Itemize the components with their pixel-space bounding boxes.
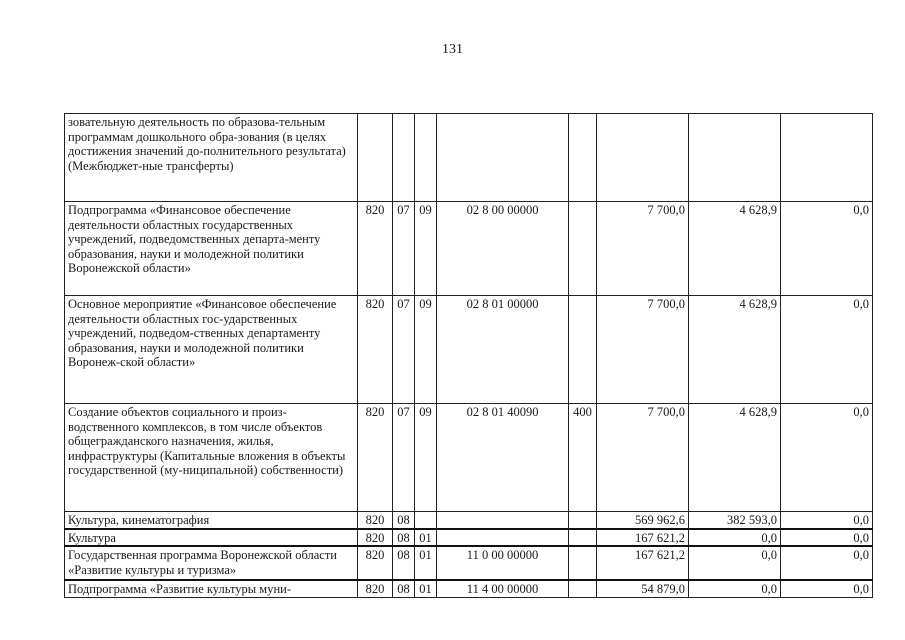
grbs-code-cell: 820: [358, 580, 393, 597]
amount-year1-cell: 569 962,6: [597, 512, 689, 529]
amount-year1-cell: 7 700,0: [597, 202, 689, 296]
grbs-code-cell: 820: [358, 512, 393, 529]
table-row: [65, 529, 873, 547]
target-article-cell: 11 0 00 00000: [437, 546, 569, 580]
expense-type-cell: [569, 512, 597, 529]
row-name-cell: Культура, кинематография: [65, 512, 358, 529]
section-code-cell: 07: [393, 202, 415, 296]
amount-year2-cell: 4 628,9: [689, 404, 781, 512]
subsection-code-cell: [415, 114, 437, 202]
expense-type-cell: [569, 202, 597, 296]
table-row: [65, 404, 873, 512]
amount-year2-cell: 0,0: [689, 580, 781, 597]
expense-type-cell: [569, 546, 597, 580]
section-code-cell: [393, 114, 415, 202]
subsection-code-cell: [415, 512, 437, 529]
section-code-cell: 07: [393, 404, 415, 512]
expense-type-cell: 400: [569, 404, 597, 512]
row-name-cell: Создание объектов социального и произ-водственного комплексов, в том числе объектов общегражданского назначения, жилья, инфраструктуры (Капитальные вложения в объекты государственной (му-ниципальной) собственности): [65, 404, 358, 512]
target-article-cell: [437, 529, 569, 547]
table-body: [65, 114, 873, 598]
amount-year1-cell: 167 621,2: [597, 529, 689, 547]
amount-year3-cell: 0,0: [781, 529, 873, 547]
amount-year3-cell: 0,0: [781, 580, 873, 597]
subsection-code-cell: 09: [415, 296, 437, 404]
amount-year2-cell: 4 628,9: [689, 296, 781, 404]
amount-year1-cell: 7 700,0: [597, 404, 689, 512]
amount-year2-cell: 382 593,0: [689, 512, 781, 529]
subsection-code-cell: 01: [415, 529, 437, 547]
budget-table: [64, 113, 873, 598]
table-row: [65, 512, 873, 529]
expense-type-cell: [569, 529, 597, 547]
target-article-cell: 11 4 00 00000: [437, 580, 569, 597]
row-name-cell: зовательную деятельность по образова-тельным программам дошкольного обра-зования (в целях достижения значений до-полнительного результата) (Межбюджет-ные трансферты): [65, 114, 358, 202]
amount-year3-cell: 0,0: [781, 296, 873, 404]
grbs-code-cell: 820: [358, 404, 393, 512]
table-row: [65, 202, 873, 296]
subsection-code-cell: 01: [415, 580, 437, 597]
grbs-code-cell: 820: [358, 296, 393, 404]
section-code-cell: 08: [393, 546, 415, 580]
target-article-cell: [437, 512, 569, 529]
table-row: [65, 296, 873, 404]
amount-year2-cell: [689, 114, 781, 202]
amount-year1-cell: [597, 114, 689, 202]
grbs-code-cell: [358, 114, 393, 202]
amount-year2-cell: 0,0: [689, 546, 781, 580]
section-code-cell: 08: [393, 512, 415, 529]
row-name-cell: Основное мероприятие «Финансовое обеспечение деятельности областных гос-ударственных учреждений, подведом-ственных департаменту образования, науки и молодежной политики Воронеж-ской области»: [65, 296, 358, 404]
row-name-cell: Государственная программа Воронежской области «Развитие культуры и туризма»: [65, 546, 358, 580]
amount-year3-cell: 0,0: [781, 404, 873, 512]
table-row: [65, 546, 873, 580]
section-code-cell: 08: [393, 529, 415, 547]
subsection-code-cell: 09: [415, 404, 437, 512]
page-number: 131: [442, 42, 463, 57]
section-code-cell: 07: [393, 296, 415, 404]
amount-year2-cell: 4 628,9: [689, 202, 781, 296]
amount-year1-cell: 54 879,0: [597, 580, 689, 597]
expense-type-cell: [569, 114, 597, 202]
row-name-cell: Подпрограмма «Развитие культуры муни-: [65, 580, 358, 597]
amount-year2-cell: 0,0: [689, 529, 781, 547]
grbs-code-cell: 820: [358, 202, 393, 296]
subsection-code-cell: 09: [415, 202, 437, 296]
amount-year3-cell: 0,0: [781, 202, 873, 296]
expense-type-cell: [569, 580, 597, 597]
amount-year3-cell: 0,0: [781, 546, 873, 580]
target-article-cell: 02 8 00 00000: [437, 202, 569, 296]
row-name-cell: Подпрограмма «Финансовое обеспечение деятельности областных государственных учреждений, подведомственных департа-менту образования, науки и молодежной политики Воронежской области»: [65, 202, 358, 296]
section-code-cell: 08: [393, 580, 415, 597]
target-article-cell: 02 8 01 40090: [437, 404, 569, 512]
expense-type-cell: [569, 296, 597, 404]
row-name-cell: Культура: [65, 529, 358, 547]
subsection-code-cell: 01: [415, 546, 437, 580]
table-row: [65, 580, 873, 597]
amount-year3-cell: 0,0: [781, 512, 873, 529]
amount-year1-cell: 7 700,0: [597, 296, 689, 404]
grbs-code-cell: 820: [358, 546, 393, 580]
target-article-cell: [437, 114, 569, 202]
table-row: [65, 114, 873, 202]
grbs-code-cell: 820: [358, 529, 393, 547]
amount-year1-cell: 167 621,2: [597, 546, 689, 580]
amount-year3-cell: [781, 114, 873, 202]
target-article-cell: 02 8 01 00000: [437, 296, 569, 404]
